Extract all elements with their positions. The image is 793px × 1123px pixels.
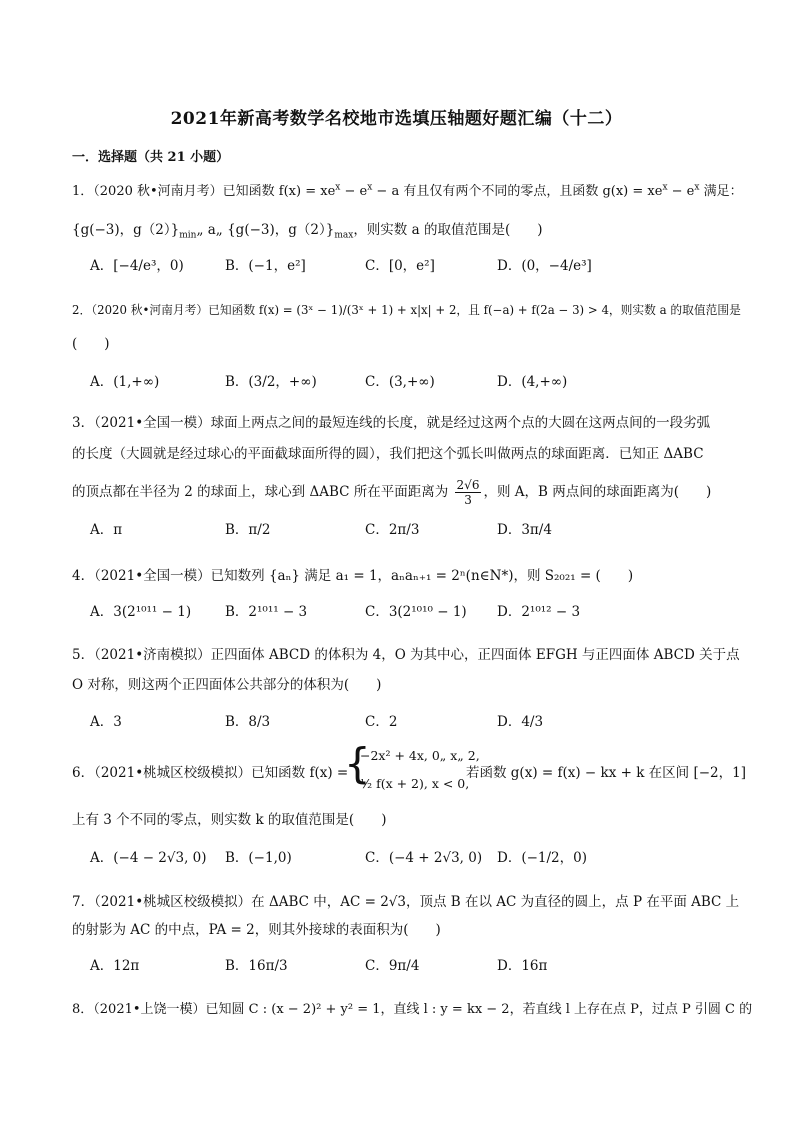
q6-option-a: A．(−4 − 2√3, 0) (90, 850, 207, 866)
q4-line-1: 4．（2021•全国一模）已知数列 {aₙ} 满足 a₁ = 1，aₙaₙ₊₁ = 2ⁿ(n∈N*)，则 S₂₀₂₁ = ( ) (72, 568, 634, 584)
q4-option-a: A．3(2¹⁰¹¹ − 1) (90, 604, 192, 620)
q4-option-c: C．3(2¹⁰¹⁰ − 1) (365, 604, 467, 620)
q7-line-1: 7．（2021•桃城区校级模拟）在 ΔABC 中，AC = 2√3，顶点 B 在以 AC 为直径的圆上，点 P 在平面 ABC 上 (72, 894, 740, 910)
q6-line-1a: 6．（2021•桃城区校级模拟）已知函数 f(x) = (72, 765, 349, 781)
q3-line-1: 3．（2021•全国一模）球面上两点之间的最短连线的长度，就是经过这两个点的大圆在这两点间的一段劣弧 (72, 415, 711, 431)
q3-fraction: $\frac{2√6}{3}$ (456, 478, 480, 507)
q5-option-a: A．3 (90, 714, 122, 730)
q3-option-a: A．π (90, 522, 123, 538)
q2-line-2: ( ) (72, 336, 110, 352)
piecewise-brace: { (344, 739, 371, 788)
q5-option-d: D．4/3 (497, 714, 544, 730)
q6-option-b: B．(−1,0) (225, 850, 292, 866)
q5-option-b: B．8/3 (225, 714, 271, 730)
q6-case-1: −2x² + 4x, 0„ x„ 2, (360, 748, 480, 763)
q7-option-c: C．9π/4 (365, 958, 420, 974)
q1-line-2: {g(−3)，$g(2)\}_{min}„$ a„ {g(−3)，$g(2)\}_{max}$，则实数 a 的取值范围是( ) (72, 222, 543, 241)
q2-line-1: 2．（2020 秋•河南月考）已知函数 f(x) = (3ˣ − 1)/(3ˣ + 1) + x|x| + 2，且 f(−a) + f(2a − 3) > 4，则实数 a 的取值范围是 (72, 303, 741, 317)
q7-option-d: D．16π (497, 958, 548, 974)
q7-option-b: B．16π/3 (225, 958, 288, 974)
q2-option-c: C．(3,+∞) (365, 374, 435, 390)
q4-option-b: B．2¹⁰¹¹ − 3 (225, 604, 308, 620)
q6-line-2: 上有 3 个不同的零点，则实数 k 的取值范围是( ) (72, 812, 387, 828)
q1-option-b: B．(−1，e²] (225, 258, 306, 274)
q7-option-a: A．12π (90, 958, 140, 974)
q1-option-a: A．[−4/e³，0) (90, 258, 184, 274)
section-heading: 一．选择题（共 21 小题） (72, 150, 230, 165)
q3-line-3: 的顶点都在半径为 2 的球面上，球心到 ΔABC 所在平面距离为 $\frac{2√6}{3}$ ，则 A，B 两点间的球面距离为( ) (72, 478, 712, 507)
page-title: 2021年新高考数学名校地市选填压轴题好题汇编（十二） (170, 109, 623, 129)
q8-line-1: 8．（2021•上饶一模）已知圆 C : (x − 2)² + y² = 1，直线 l : y = kx − 2，若直线 l 上存在点 P，过点 P 引圆 C 的 (72, 1002, 753, 1017)
q2-option-d: D．(4,+∞) (497, 374, 568, 390)
q6-option-c: C．(−4 + 2√3, 0) (365, 850, 483, 866)
q6-option-d: D．(−1/2，0) (497, 850, 587, 866)
q6-line-1b: 若函数 g(x) = f(x) − kx + k 在区间 [−2，1] (466, 765, 746, 781)
q5-line-2: O 对称，则这两个正四面体公共部分的体积为( ) (72, 677, 382, 693)
q3-line-2: 的长度（大圆就是经过球心的平面截球面所得的圆），我们把这个弧长叫做两点的球面距离．已知正 ΔABC (72, 446, 704, 462)
q4-option-d: D．2¹⁰¹² − 3 (497, 604, 581, 620)
q1-option-d: D．(0，−4/e³] (497, 258, 592, 274)
q2-option-b: B．(3/2，+∞) (225, 374, 317, 390)
q3-option-c: C．2π/3 (365, 522, 420, 538)
q1-option-c: C．[0，e²] (365, 258, 435, 274)
q1-line-1: 1．（2020 秋•河南月考）已知函数 $f(x) = xe^x - e^x - a$ 有且仅有两个不同的零点，且函数 $g(x) = xe^x - e^x$ 满足： (72, 182, 743, 199)
q3-option-d: D．3π/4 (497, 522, 552, 538)
q5-option-c: C．2 (365, 714, 398, 730)
q2-option-a: A．(1,+∞) (90, 374, 160, 390)
q7-line-2: 的射影为 AC 的中点，PA = 2，则其外接球的表面积为( ) (72, 922, 441, 938)
q5-line-1: 5．（2021•济南模拟）正四面体 ABCD 的体积为 4，O 为其中心，正四面体 EFGH 与正四面体 ABCD 关于点 (72, 647, 740, 663)
q6-case-2: ½ f(x + 2), x < 0, (360, 776, 470, 791)
q3-option-b: B．π/2 (225, 522, 271, 538)
